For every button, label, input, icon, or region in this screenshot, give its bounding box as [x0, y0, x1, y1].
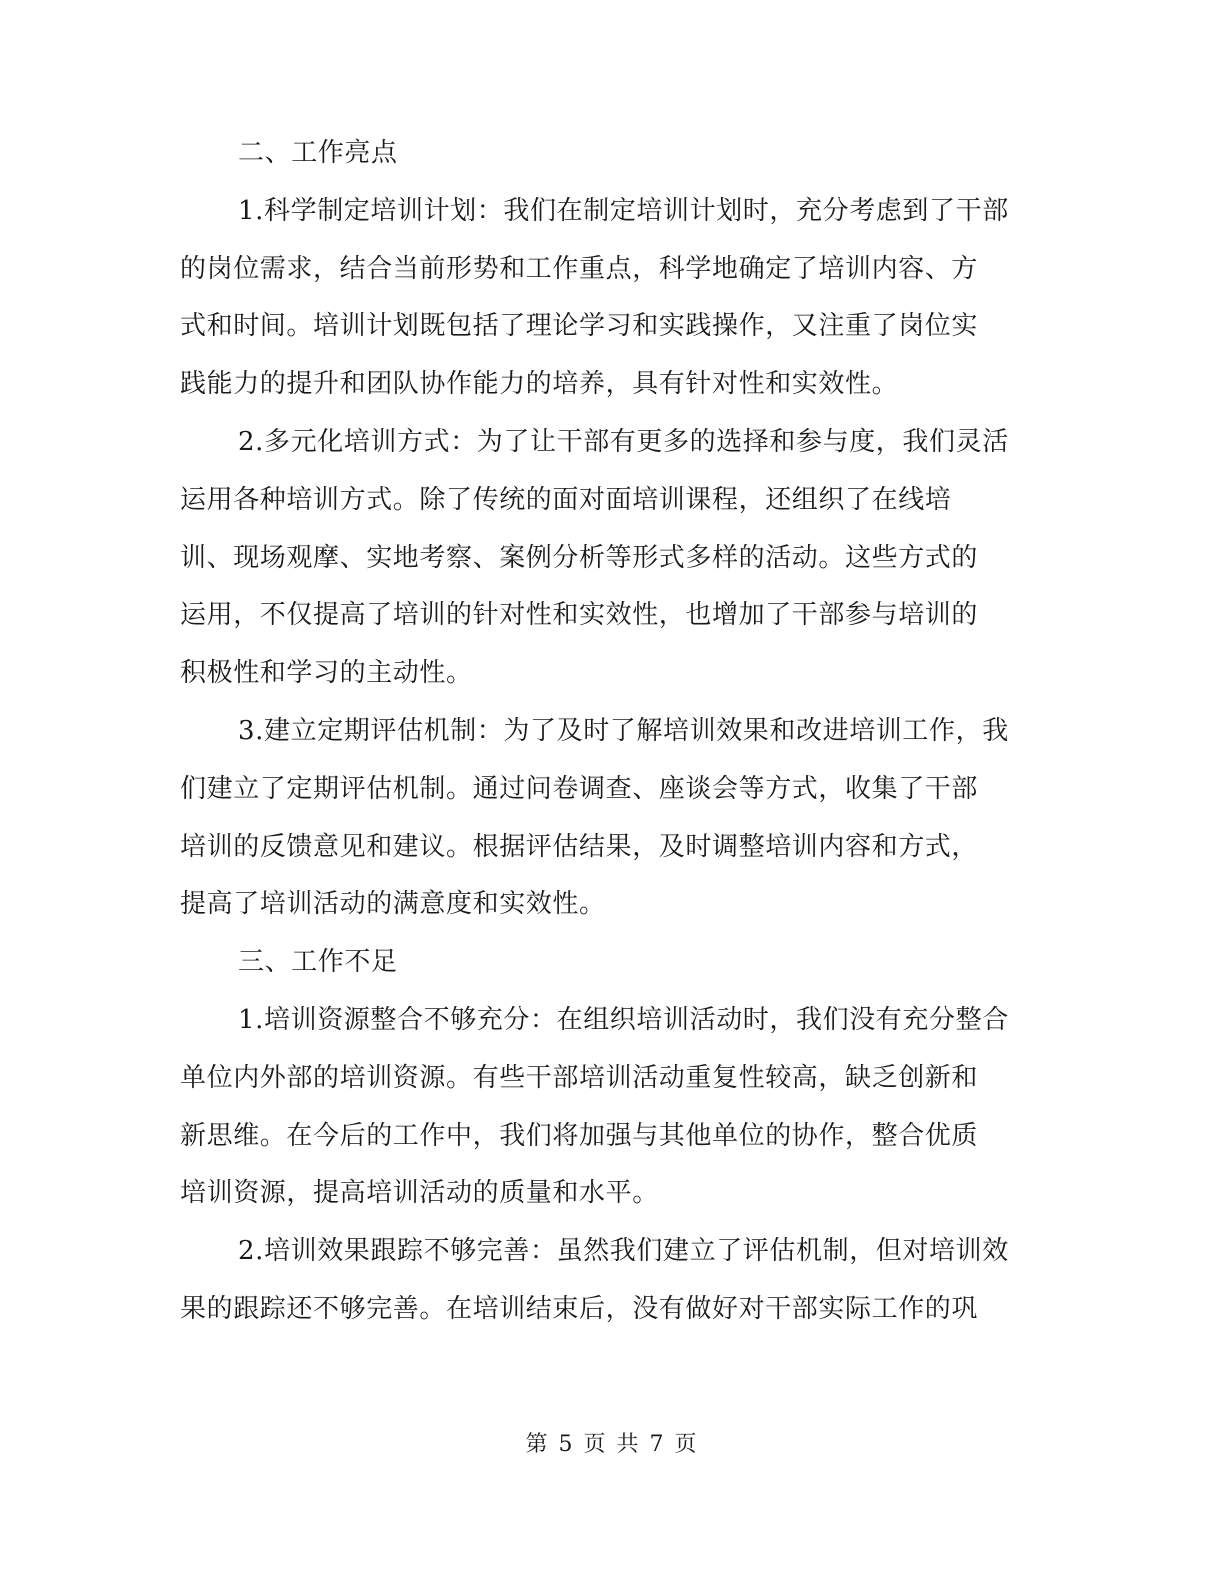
paragraph-line: 新思维。在今后的工作中，我们将加强与其他单位的协作，整合优质 [180, 1120, 979, 1151]
paragraph-line: 2.多元化培训方式：为了让干部有更多的选择和参与度，我们灵活 [238, 426, 1009, 457]
paragraph-line: 们建立了定期评估机制。通过问卷调查、座谈会等方式，收集了干部 [180, 773, 979, 804]
paragraph-line: 积极性和学习的主动性。 [180, 658, 473, 689]
paragraph-line: 提高了培训活动的满意度和实效性。 [180, 889, 606, 920]
paragraph-line: 运用，不仅提高了培训的针对性和实效性，也增加了干部参与培训的 [180, 600, 979, 631]
paragraph-line: 单位内外部的培训资源。有些干部培训活动重复性较高，缺乏创新和 [180, 1062, 979, 1093]
paragraph-line: 培训的反馈意见和建议。根据评估结果，及时调整培训内容和方式， [180, 831, 979, 862]
paragraph-line: 2.培训效果跟踪不够完善：虽然我们建立了评估机制，但对培训效 [238, 1236, 1009, 1267]
paragraph-line: 运用各种培训方式。除了传统的面对面培训课程，还组织了在线培 [180, 484, 952, 515]
paragraph-line: 式和时间。培训计划既包括了理论学习和实践操作，又注重了岗位实 [180, 311, 979, 342]
document-body [180, 125, 1045, 1339]
section-heading: 二、工作亮点 [238, 138, 398, 168]
paragraph-line: 的岗位需求，结合当前形势和工作重点，科学地确定了培训内容、方 [180, 253, 979, 284]
paragraph-line: 训、现场观摩、实地考察、案例分析等形式多样的活动。这些方式的 [180, 542, 979, 573]
page-number-footer: 第 5 页 共 7 页 [525, 1432, 699, 1457]
paragraph-line: 3.建立定期评估机制：为了及时了解培训效果和改进培训工作，我 [238, 715, 1009, 746]
section-heading: 三、工作不足 [238, 947, 398, 978]
paragraph-line: 培训资源，提高培训活动的质量和水平。 [180, 1178, 659, 1209]
paragraph-line: 果的跟踪还不够完善。在培训结束后，没有做好对干部实际工作的巩 [180, 1293, 979, 1324]
paragraph-line: 践能力的提升和团队协作能力的培养，具有针对性和实效性。 [180, 369, 899, 400]
paragraph-line: 1.培训资源整合不够充分：在组织培训活动时，我们没有充分整合 [238, 1004, 1009, 1035]
paragraph-line: 1.科学制定培训计划：我们在制定培训计划时，充分考虑到了干部 [238, 195, 1009, 226]
